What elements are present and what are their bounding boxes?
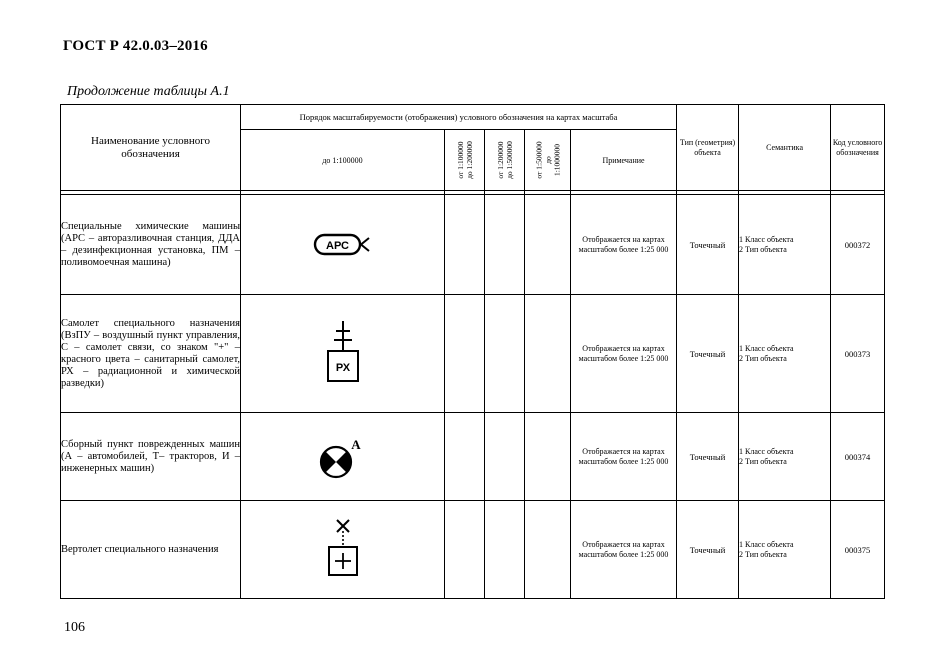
- special-helicopter-symbol-icon: [323, 517, 363, 583]
- header-type: Тип (геометрия) объекта: [677, 105, 739, 191]
- row-code: 000373: [831, 295, 885, 413]
- header-scale-4: от 1:500000 до 1:1000000: [534, 141, 561, 179]
- header-scale-4-cell: [525, 130, 571, 191]
- page-number: 106: [64, 620, 85, 635]
- table-row: [61, 413, 885, 501]
- symbols-table: [60, 104, 885, 599]
- row-semantics: 1 Класс объекта 2 Тип объекта: [739, 195, 831, 295]
- header-note: Примечание: [571, 130, 677, 191]
- symbol-label: А: [350, 436, 361, 452]
- table-header-row-1: [61, 105, 885, 130]
- row-type: Точечный: [677, 413, 739, 501]
- header-scale-2-cell: [445, 130, 485, 191]
- row-semantics: 1 Класс объекта 2 Тип объекта: [739, 501, 831, 599]
- row-note: Отображается на картах масштабом более 1:25 000: [571, 501, 677, 599]
- document-code: ГОСТ Р 42.0.03–2016: [63, 38, 208, 54]
- row-code: 000372: [831, 195, 885, 295]
- row-name: Сборный пункт поврежденных машин (А – автомобилей, Т– тракторов, И – инженерных машин): [61, 413, 241, 501]
- damaged-vehicle-collection-point-symbol-icon: [318, 434, 368, 480]
- table-row: [61, 501, 885, 599]
- header-scale-3: от 1:200000 до 1:500000: [495, 141, 514, 179]
- row-symbol-cell: [241, 195, 445, 295]
- row-code: 000375: [831, 501, 885, 599]
- table-caption: Продолжение таблицы А.1: [67, 84, 230, 99]
- row-symbol-cell: [241, 295, 445, 413]
- row-name: Вертолет специального назначения: [61, 501, 241, 599]
- header-code: Код условного обозначения: [831, 105, 885, 191]
- symbol-label: РХ: [335, 361, 350, 374]
- header-scale-3-cell: [485, 130, 525, 191]
- header-name: Наименование условного обозначения: [61, 105, 241, 191]
- header-semantics: Семантика: [739, 105, 831, 191]
- row-name: Специальные химические машины (АРС – авторазливочная станция, ДДА – дезинфекционная установка, ПМ – поливомоечная машина): [61, 195, 241, 295]
- symbol-label: АРС: [325, 239, 349, 252]
- row-semantics: 1 Класс объекта 2 Тип объекта: [739, 413, 831, 501]
- row-semantics: 1 Класс объекта 2 Тип объекта: [739, 295, 831, 413]
- row-type: Точечный: [677, 295, 739, 413]
- row-symbol-cell: [241, 501, 445, 599]
- table-row: [61, 295, 885, 413]
- table-row: [61, 195, 885, 295]
- header-scale-2: от 1:100000 до 1:200000: [455, 141, 474, 179]
- arc-vehicle-symbol-icon: [313, 230, 373, 260]
- row-note: Отображается на картах масштабом более 1:25 000: [571, 195, 677, 295]
- header-scale-1: до 1:100000: [241, 130, 445, 191]
- row-note: Отображается на картах масштабом более 1:25 000: [571, 413, 677, 501]
- row-type: Точечный: [677, 195, 739, 295]
- row-name: Самолет специального назначения (ВзПУ – воздушный пункт управления, С – самолет связи, со знаком "+" – красного цвета – санитарный самолет, РХ – радиационной и химической разведки): [61, 295, 241, 413]
- header-scale-group: Порядок масштабируемости (отображения) условного обозначения на картах масштаба: [241, 105, 677, 130]
- row-code: 000374: [831, 413, 885, 501]
- special-airplane-symbol-icon: [323, 319, 363, 389]
- row-note: Отображается на картах масштабом более 1:25 000: [571, 295, 677, 413]
- row-type: Точечный: [677, 501, 739, 599]
- row-symbol-cell: [241, 413, 445, 501]
